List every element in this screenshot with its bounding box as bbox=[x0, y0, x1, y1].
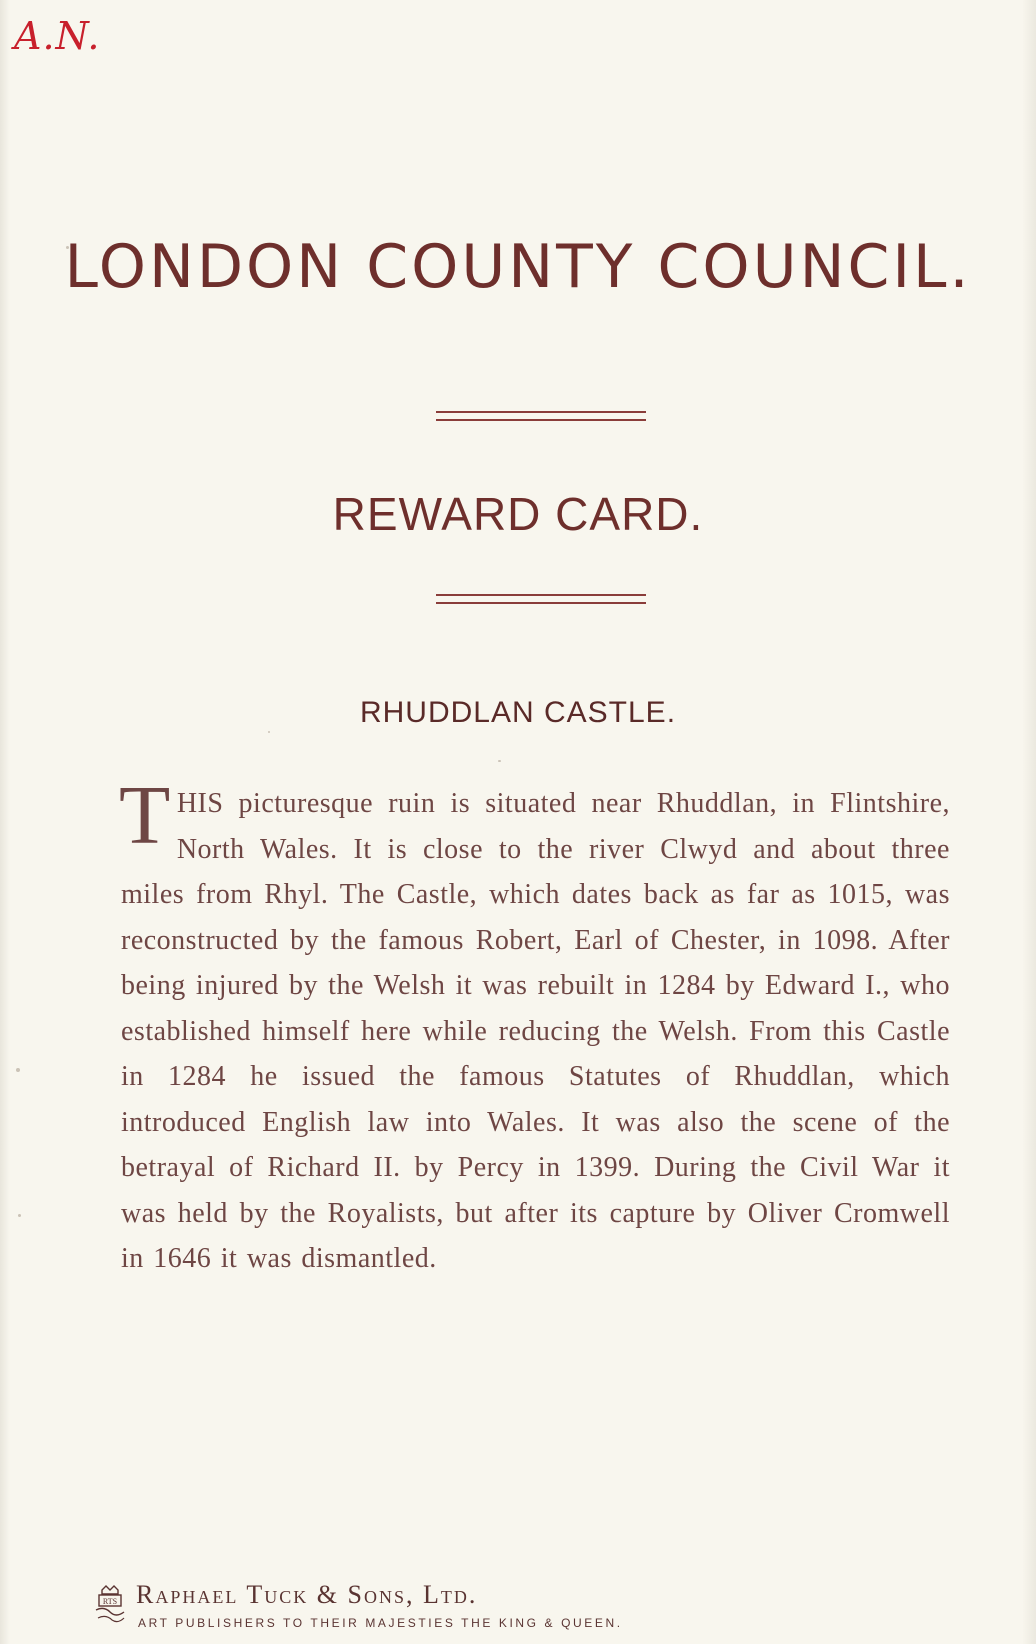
page-title: LONDON COUNTY COUNCIL. bbox=[64, 232, 972, 302]
publisher-logo-text: RTS bbox=[102, 1597, 118, 1606]
paper-fleck bbox=[66, 246, 69, 249]
body-text: HIS picturesque ruin is situated near Rhuddlan, in Flintshire, North Wales. It is close to the river Clwyd and about three miles from Rhyl. The Castle, which dates back as far as 1015, was reconstructed by the famous Robert, Earl of Chester, in 1098. After being injured by the Welsh it was rebuilt in 1284 by Edward I., who established himself here while reducing the Welsh. From this Castle in 1284 he issued the famous Statutes of Rhuddlan, which introduced English law into Wales. It was also the scene of the betrayal of Richard II. by Percy in 1399. During the Civil War it was held by the Royalists, but after its capture by Oliver Cromwell in 1646 it was dismantled. bbox=[121, 788, 950, 1274]
paper-fleck bbox=[16, 1068, 20, 1072]
paper-fleck bbox=[18, 1214, 21, 1217]
paper-fleck bbox=[268, 731, 270, 733]
handwritten-annotation: A.N. bbox=[14, 14, 101, 58]
card-subtitle: REWARD CARD. bbox=[332, 488, 704, 540]
paper-fleck bbox=[498, 760, 501, 762]
publisher-crest-icon bbox=[92, 1584, 128, 1624]
publisher-name: Raphael Tuck & Sons, Ltd. bbox=[136, 1580, 478, 1609]
drop-cap: T bbox=[119, 769, 171, 862]
section-heading: RHUDDLAN CASTLE. bbox=[359, 696, 677, 729]
double-rule-divider bbox=[436, 594, 646, 604]
double-rule-divider bbox=[436, 411, 646, 421]
body-paragraph bbox=[119, 769, 950, 1282]
publisher-appointment: ART PUBLISHERS TO THEIR MAJESTIES THE KING & QUEEN. bbox=[138, 1616, 623, 1630]
